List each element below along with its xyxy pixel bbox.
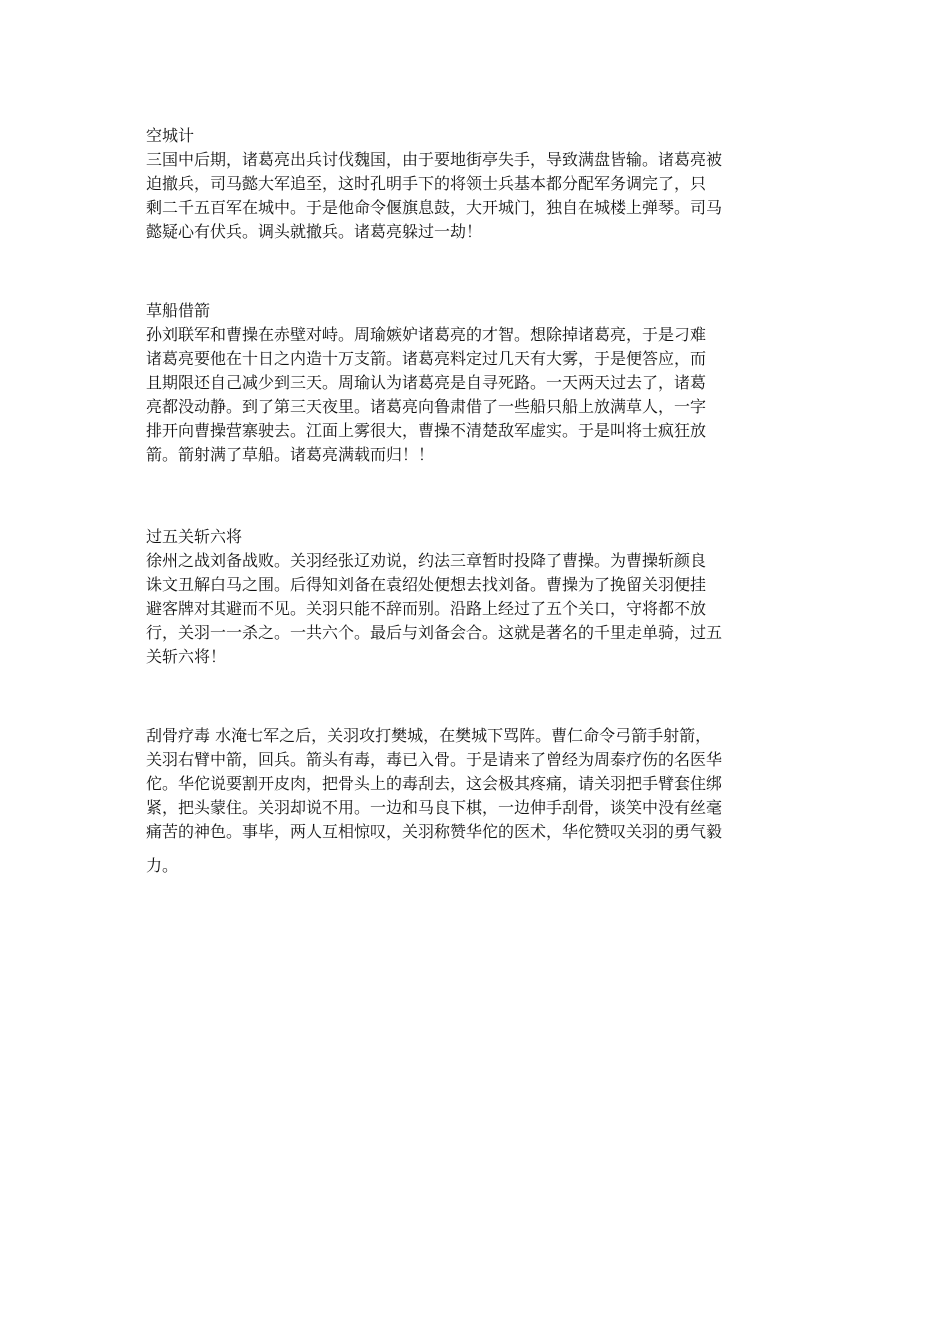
paragraph-line: 亮都没动静。到了第三天夜里。诸葛亮向鲁肃借了一些船只船上放满草人，一字 (146, 397, 707, 416)
section-title: 过五关斩六将 (146, 527, 243, 546)
paragraph-line: 三国中后期，诸葛亮出兵讨伐魏国，由于要地街亭失手，导致满盘皆输。诸葛亮被 (146, 150, 723, 169)
paragraph-line: 箭。箭射满了草船。诸葛亮满载而归！！ (146, 445, 435, 464)
paragraph-line: 诛文丑解白马之围。后得知刘备在袁绍处便想去找刘备。曹操为了挽留关羽便挂 (146, 575, 707, 594)
paragraph-line: 剩二千五百军在城中。于是他命令偃旗息鼓，大开城门，独自在城楼上弹琴。司马 (146, 198, 723, 217)
paragraph-line: 孙刘联军和曹操在赤壁对峙。周瑜嫉妒诸葛亮的才智。想除掉诸葛亮，于是刁难 (146, 325, 707, 344)
paragraph-line: 关斩六将！ (146, 647, 227, 666)
paragraph-line: 且期限还自己减少到三天。周瑜认为诸葛亮是自寻死路。一天两天过去了，诸葛 (146, 373, 707, 392)
paragraph-line: 痛苦的神色。事毕，两人互相惊叹，关羽称赞华佗的医术，华佗赞叹关羽的勇气毅 (146, 822, 723, 841)
paragraph-line: 关羽右臂中箭，回兵。箭头有毒，毒已入骨。于是请来了曾经为周泰疗伤的名医华 (146, 750, 723, 769)
section-five-passes-six-generals (146, 525, 810, 669)
section-empty-city-strategy (146, 124, 810, 244)
paragraph-line: 紧，把头蒙住。关羽却说不用。一边和马良下棋，一边伸手刮骨，谈笑中没有丝毫 (146, 798, 723, 817)
paragraph-line: 排开向曹操营寨驶去。江面上雾很大，曹操不清楚敌军虚实。于是叫将士疯狂放 (146, 421, 707, 440)
paragraph-line: 刮骨疗毒 水淹七军之后，关羽攻打樊城，在樊城下骂阵。曹仁命令弓箭手射箭， (146, 726, 712, 745)
paragraph-line: 懿疑心有伏兵。调头就撤兵。诸葛亮躲过一劫！ (146, 222, 483, 241)
paragraph-line: 力。 (146, 856, 179, 875)
paragraph-line: 避客牌对其避而不见。关羽只能不辞而别。沿路上经过了五个关口，守将都不放 (146, 599, 707, 618)
paragraph-line: 行，关羽一一杀之。一共六个。最后与刘备会合。这就是著名的千里走单骑，过五 (146, 623, 723, 642)
paragraph-line: 佗。华佗说要割开皮肉，把骨头上的毒刮去，这会极其疼痛，请关羽把手臂套住绑 (146, 774, 723, 793)
section-title: 草船借箭 (146, 301, 211, 320)
section-borrowing-arrows (146, 299, 810, 467)
paragraph-line: 徐州之战刘备战败。关羽经张辽劝说，约法三章暂时投降了曹操。为曹操斩颜良 (146, 551, 707, 570)
section-scraping-bone-poison (146, 724, 810, 878)
paragraph-line: 诸葛亮要他在十日之内造十万支箭。诸葛亮料定过几天有大雾，于是便答应，而 (146, 349, 707, 368)
paragraph-line: 迫撤兵，司马懿大军追至，这时孔明手下的将领士兵基本都分配军务调完了，只 (146, 174, 707, 193)
section-title: 空城计 (146, 126, 195, 145)
